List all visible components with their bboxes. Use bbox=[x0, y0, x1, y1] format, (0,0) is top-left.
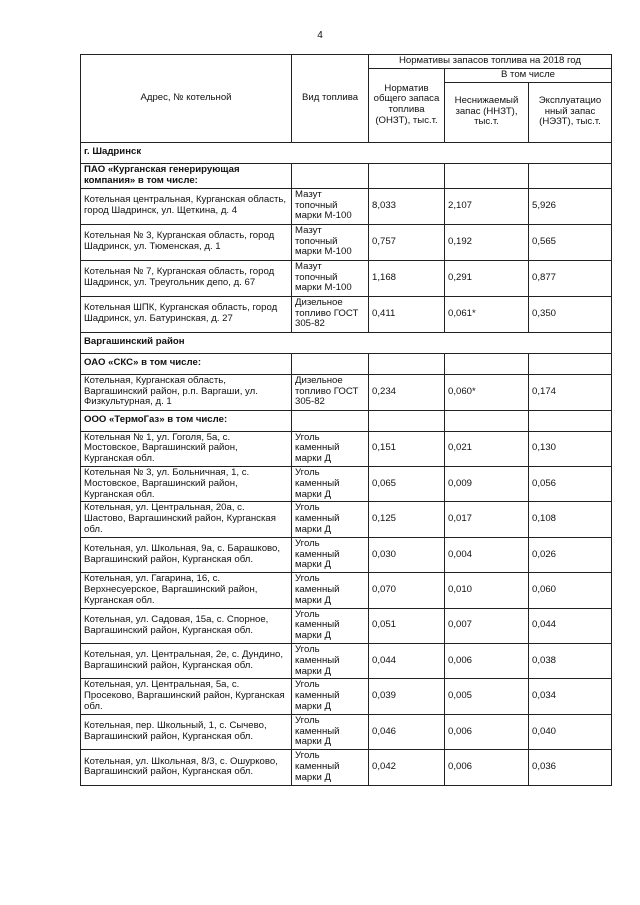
nnzt-value: 0,291 bbox=[445, 260, 529, 296]
nnzt-value: 0,061* bbox=[445, 296, 529, 332]
header-norms-title: Нормативы запасов топлива на 2018 год bbox=[369, 55, 612, 69]
total-reserve: 0,757 bbox=[369, 224, 445, 260]
nnzt-value: 0,192 bbox=[445, 224, 529, 260]
nezt-value: 0,044 bbox=[529, 608, 612, 643]
nezt-value: 0,036 bbox=[529, 750, 612, 785]
nezt-value: 0,174 bbox=[529, 374, 612, 410]
fuel-type: Уголь каменный марки Д bbox=[292, 466, 369, 501]
boiler-address: Котельная, ул. Садовая, 15а, с. Спорное, Варгашинский район, Курганская обл. bbox=[81, 608, 292, 643]
total-reserve: 0,151 bbox=[369, 431, 445, 466]
total-reserve: 0,125 bbox=[369, 502, 445, 537]
nnzt-value: 0,004 bbox=[445, 537, 529, 572]
nezt-value: 5,926 bbox=[529, 188, 612, 224]
boiler-address: Котельная центральная, Курганская область, город Шадринск, ул. Щеткина, д. 4 bbox=[81, 188, 292, 224]
nnzt-value: 0,006 bbox=[445, 714, 529, 749]
group-pao: ПАО «Курганская генерирующая компания» в том числе: bbox=[81, 163, 292, 188]
table-row bbox=[81, 374, 612, 410]
total-reserve: 0,042 bbox=[369, 750, 445, 785]
fuel-type: Мазут топочный марки М-100 bbox=[292, 224, 369, 260]
boiler-address: Котельная, ул. Центральная, 5а, с. Просеково, Варгашинский район, Курганская обл. bbox=[81, 679, 292, 714]
fuel-type: Мазут топочный марки М-100 bbox=[292, 260, 369, 296]
table-row bbox=[81, 537, 612, 572]
nnzt-value: 0,006 bbox=[445, 643, 529, 678]
nezt-value: 0,034 bbox=[529, 679, 612, 714]
boiler-address: Котельная № 3, Курганская область, город Шадринск, ул. Тюменская, д. 1 bbox=[81, 224, 292, 260]
fuel-type: Уголь каменный марки Д bbox=[292, 537, 369, 572]
table-row bbox=[81, 608, 612, 643]
table-row bbox=[81, 224, 612, 260]
boiler-address: Котельная, ул. Школьная, 9а, с. Барашково, Варгашинский район, Курганская обл. bbox=[81, 537, 292, 572]
total-reserve: 0,051 bbox=[369, 608, 445, 643]
nnzt-value: 0,010 bbox=[445, 573, 529, 608]
table-row bbox=[81, 714, 612, 749]
section-vargashi: Варгашинский район bbox=[81, 332, 612, 353]
table-row bbox=[81, 679, 612, 714]
boiler-address: Котельная, пер. Школьный, 1, с. Сычево, Варгашинский район, Курганская обл. bbox=[81, 714, 292, 749]
nezt-value: 0,026 bbox=[529, 537, 612, 572]
nnzt-value: 0,060* bbox=[445, 374, 529, 410]
table-row bbox=[81, 643, 612, 678]
boiler-address: Котельная, ул. Гагарина, 16, с. Верхнесуерское, Варгашинский район, Курганская обл. bbox=[81, 573, 292, 608]
fuel-reserves-table bbox=[80, 54, 612, 786]
page-number: 4 bbox=[317, 30, 323, 41]
nezt-value: 0,350 bbox=[529, 296, 612, 332]
boiler-address: Котельная № 3, ул. Больничная, 1, с. Мостовское, Варгашинский район, Курганская обл. bbox=[81, 466, 292, 501]
boiler-address: Котельная, ул. Центральная, 20а, с. Шастово, Варгашинский район, Курганская обл. bbox=[81, 502, 292, 537]
fuel-type: Уголь каменный марки Д bbox=[292, 431, 369, 466]
header-fuel-type: Вид топлива bbox=[292, 55, 369, 143]
table-row bbox=[81, 296, 612, 332]
header-nezt: Эксплуатацио нный запас (НЭЗТ), тыс.т. bbox=[529, 82, 612, 142]
nnzt-value: 0,006 bbox=[445, 750, 529, 785]
boiler-address: Котельная № 1, ул. Гоголя, 5а, с. Мостовское, Варгашинский район, Курганская обл. bbox=[81, 431, 292, 466]
fuel-type: Уголь каменный марки Д bbox=[292, 643, 369, 678]
nezt-value: 0,565 bbox=[529, 224, 612, 260]
header-nnzt: Неснижаемый запас (ННЗТ), тыс.т. bbox=[445, 82, 529, 142]
table-row bbox=[81, 260, 612, 296]
total-reserve: 0,070 bbox=[369, 573, 445, 608]
nnzt-value: 0,009 bbox=[445, 466, 529, 501]
header-address: Адрес, № котельной bbox=[81, 55, 292, 143]
total-reserve: 0,030 bbox=[369, 537, 445, 572]
nezt-value: 0,108 bbox=[529, 502, 612, 537]
nezt-value: 0,130 bbox=[529, 431, 612, 466]
table-row bbox=[81, 466, 612, 501]
total-reserve: 0,039 bbox=[369, 679, 445, 714]
fuel-type: Уголь каменный марки Д bbox=[292, 714, 369, 749]
fuel-type: Уголь каменный марки Д bbox=[292, 573, 369, 608]
section-shadrinsk: г. Шадринск bbox=[81, 142, 612, 163]
table-row bbox=[81, 750, 612, 785]
nnzt-value: 2,107 bbox=[445, 188, 529, 224]
boiler-address: Котельная № 7, Курганская область, город Шадринск, ул. Треугольник депо, д. 67 bbox=[81, 260, 292, 296]
table-row bbox=[81, 431, 612, 466]
fuel-type: Дизельное топливо ГОСТ 305-82 bbox=[292, 296, 369, 332]
group-ooo: ООО «ТермоГаз» в том числе: bbox=[81, 410, 292, 431]
boiler-address: Котельная, Курганская область, Варгашинский район, р.п. Варгаши, ул. Физкультурная, д. 1 bbox=[81, 374, 292, 410]
fuel-type: Уголь каменный марки Д bbox=[292, 502, 369, 537]
table-row bbox=[81, 573, 612, 608]
boiler-address: Котельная, ул. Центральная, 2е, с. Дундино, Варгашинский район, Курганская обл. bbox=[81, 643, 292, 678]
nnzt-value: 0,021 bbox=[445, 431, 529, 466]
fuel-type: Уголь каменный марки Д bbox=[292, 608, 369, 643]
nezt-value: 0,056 bbox=[529, 466, 612, 501]
nezt-value: 0,040 bbox=[529, 714, 612, 749]
header-total-reserve: Норматив общего запаса топлива (ОНЗТ), тыс.т. bbox=[369, 68, 445, 142]
nezt-value: 0,877 bbox=[529, 260, 612, 296]
nezt-value: 0,038 bbox=[529, 643, 612, 678]
total-reserve: 1,168 bbox=[369, 260, 445, 296]
table-row bbox=[81, 188, 612, 224]
total-reserve: 0,044 bbox=[369, 643, 445, 678]
total-reserve: 0,065 bbox=[369, 466, 445, 501]
group-oao: ОАО «СКС» в том числе: bbox=[81, 353, 292, 374]
fuel-type: Дизельное топливо ГОСТ 305-82 bbox=[292, 374, 369, 410]
header-including: В том числе bbox=[445, 68, 612, 82]
table-row bbox=[81, 502, 612, 537]
fuel-type: Уголь каменный марки Д bbox=[292, 679, 369, 714]
boiler-address: Котельная ШПК, Курганская область, город Шадринск, ул. Батуринская, д. 27 bbox=[81, 296, 292, 332]
nnzt-value: 0,007 bbox=[445, 608, 529, 643]
fuel-type: Мазут топочный марки М-100 bbox=[292, 188, 369, 224]
nezt-value: 0,060 bbox=[529, 573, 612, 608]
fuel-type: Уголь каменный марки Д bbox=[292, 750, 369, 785]
total-reserve: 0,411 bbox=[369, 296, 445, 332]
nnzt-value: 0,017 bbox=[445, 502, 529, 537]
total-reserve: 0,046 bbox=[369, 714, 445, 749]
boiler-address: Котельная, ул. Школьная, 8/3, с. Ошурково, Варгашинский район, Курганская обл. bbox=[81, 750, 292, 785]
total-reserve: 0,234 bbox=[369, 374, 445, 410]
total-reserve: 8,033 bbox=[369, 188, 445, 224]
nnzt-value: 0,005 bbox=[445, 679, 529, 714]
